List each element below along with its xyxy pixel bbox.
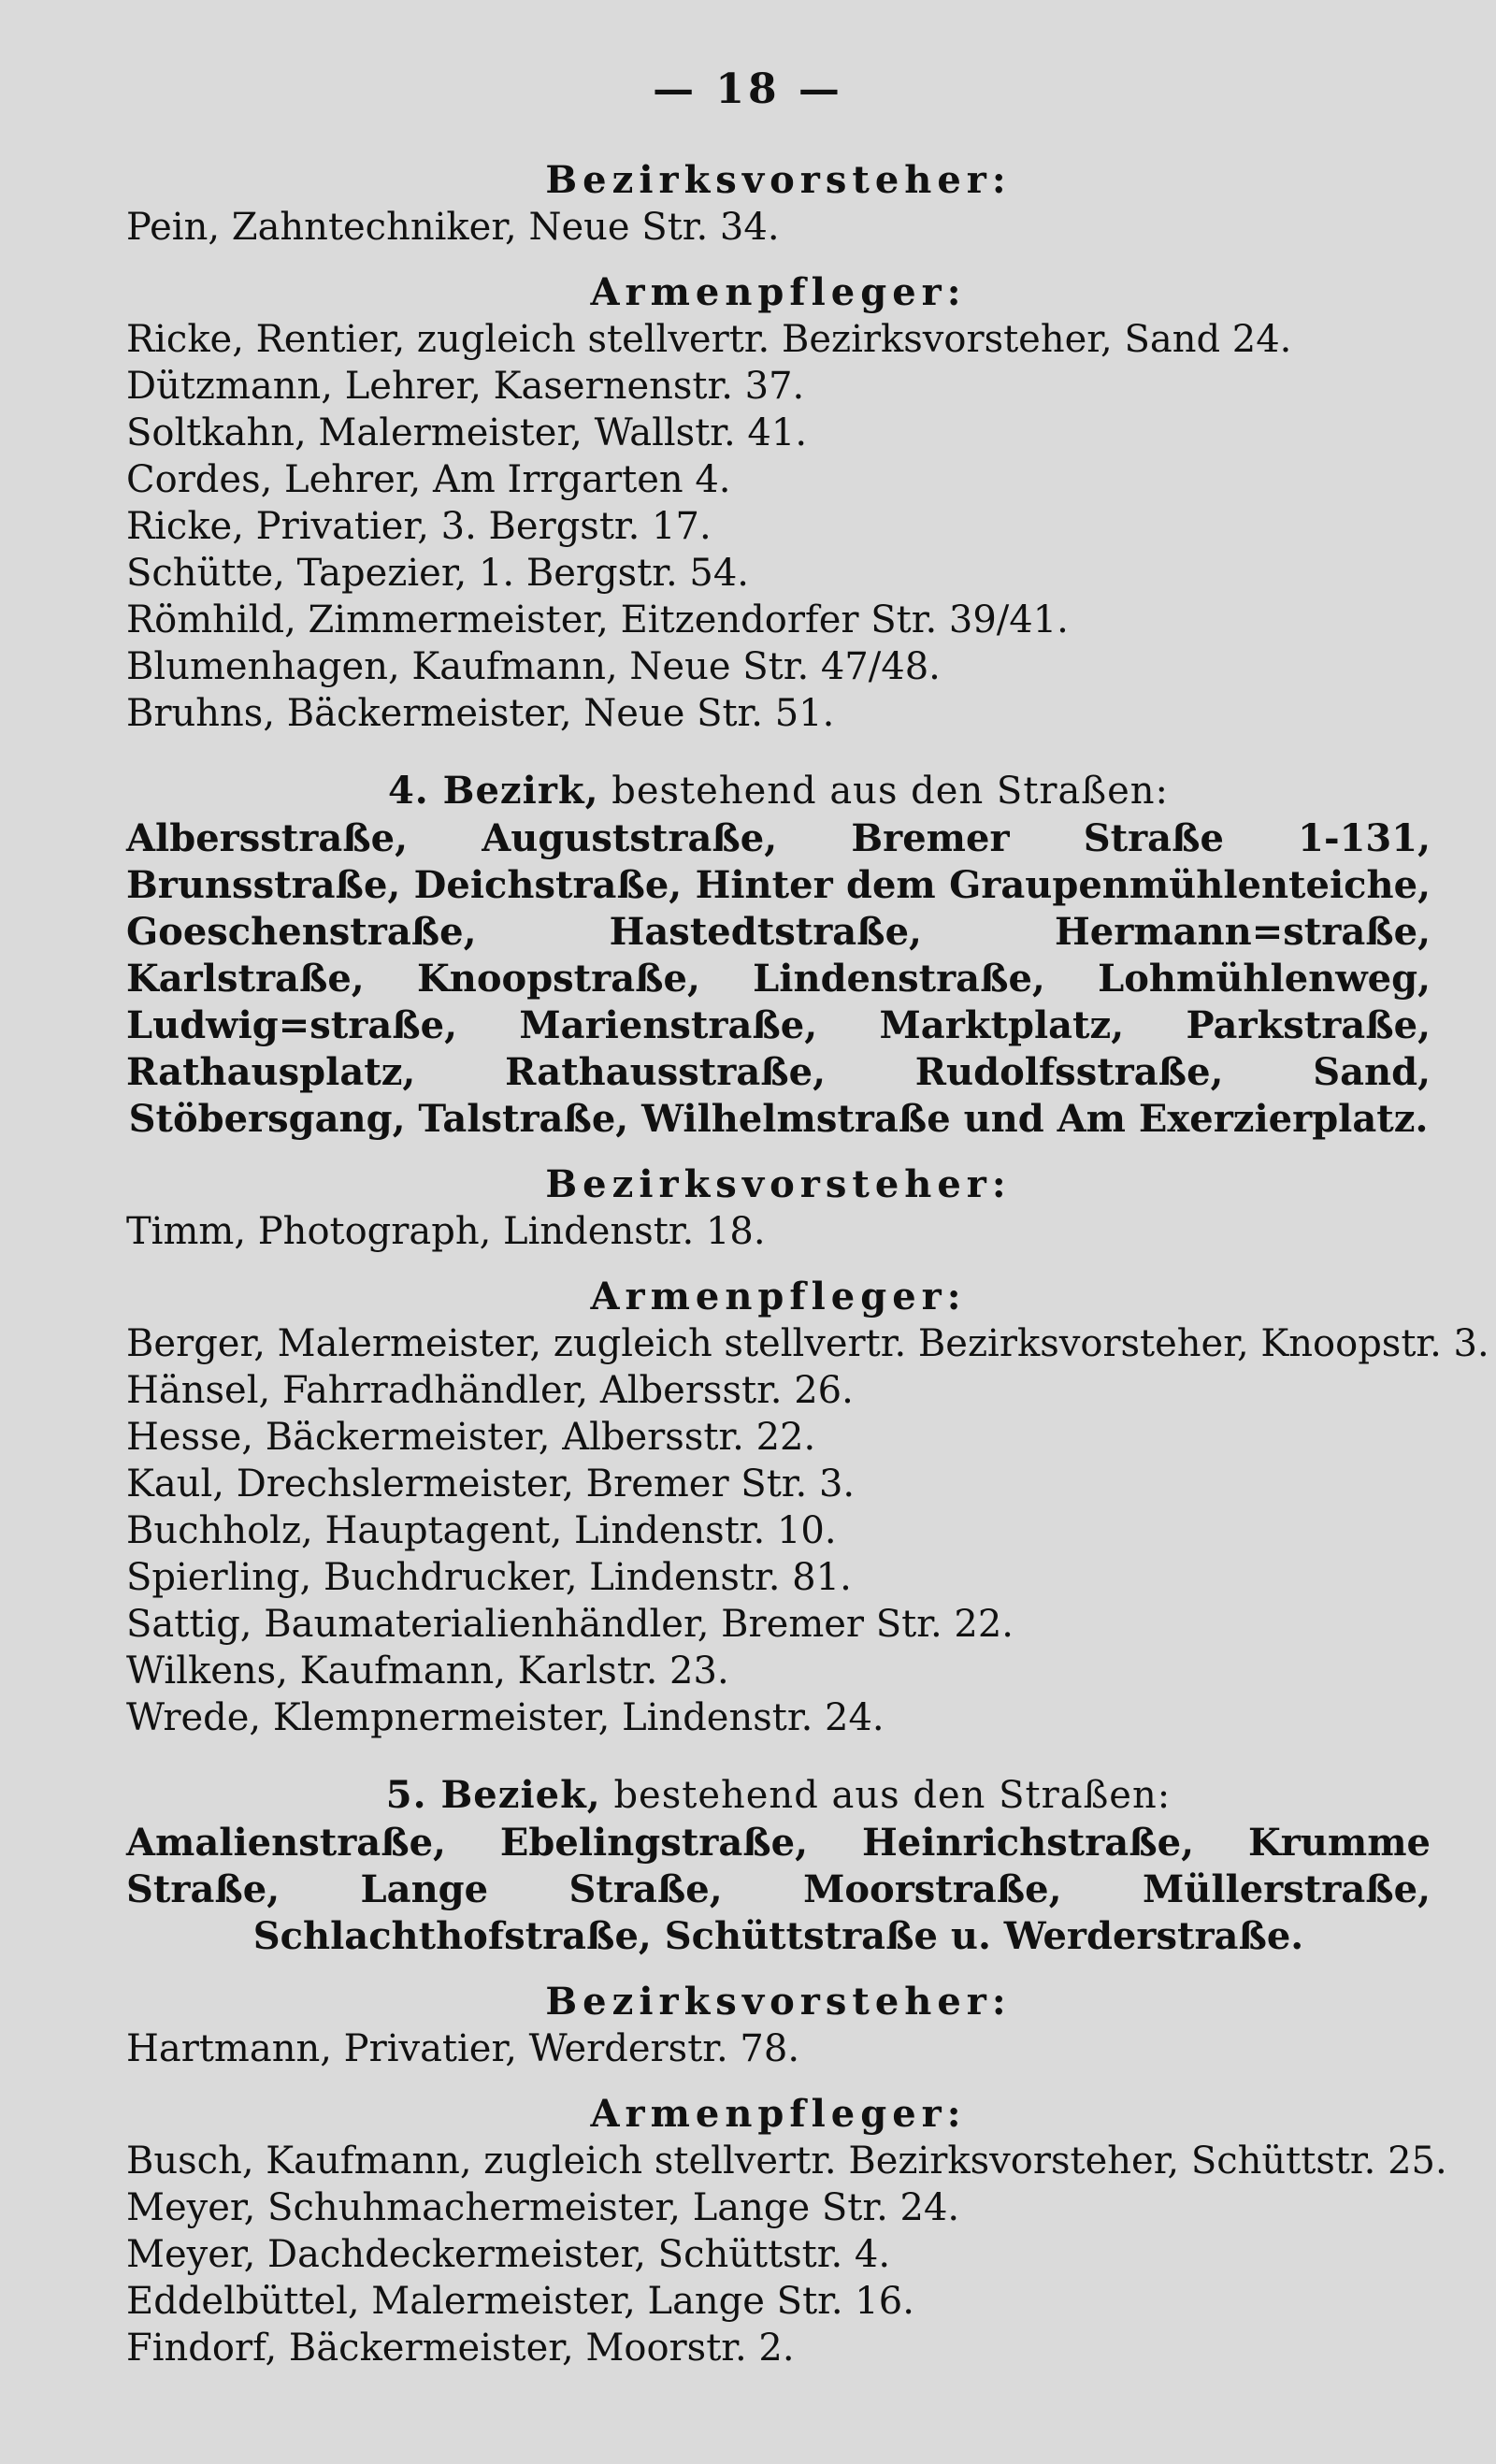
vorsteher-heading-5: Bezirksvorsteher: xyxy=(545,1980,1012,2024)
vorsteher-heading-4: Bezirksvorsteher: xyxy=(545,1162,1012,1206)
list-item: Römhild, Zimmermeister, Eitzendorfer Str. 39/41. xyxy=(126,598,1069,641)
district-heading-5 xyxy=(126,1771,1431,1820)
armenpfleger-heading-5: Armenpfleger: xyxy=(590,2092,967,2136)
district-number-4: 4. Bezirk, xyxy=(387,769,599,813)
list-item: Spierling, Buchdrucker, Lindenstr. 81. xyxy=(126,1556,852,1599)
district-number-5: 5. Beziek, xyxy=(385,1773,601,1817)
armenpfleger-list-5 xyxy=(126,2138,1447,2371)
list-item: Blumenhagen, Kaufmann, Neue Str. 47/48. xyxy=(126,645,941,688)
armenpfleger-list-4 xyxy=(126,1320,1489,1741)
list-item: Hänsel, Fahrradhändler, Albersstr. 26. xyxy=(126,1369,854,1412)
list-item: Wilkens, Kaufmann, Karlstr. 23. xyxy=(126,1650,729,1693)
armenpfleger-heading-3: Armenpfleger: xyxy=(590,270,967,314)
list-item: Findorf, Bäckermeister, Moorstr. 2. xyxy=(126,2327,795,2370)
vorsteher-entry-3: Pein, Zahntechniker, Neue Str. 34. xyxy=(126,206,780,249)
list-item: Eddelbüttel, Malermeister, Lange Str. 16. xyxy=(126,2280,914,2323)
list-item: Buchholz, Hauptagent, Lindenstr. 10. xyxy=(126,1509,837,1552)
list-item: Bruhns, Bäckermeister, Neue Str. 51. xyxy=(126,692,835,735)
vorsteher-heading-3: Bezirksvorsteher: xyxy=(545,158,1012,202)
district-heading-text-4: bestehend aus den Straßen: xyxy=(598,770,1170,813)
district-heading-text-5: bestehend aus den Straßen: xyxy=(600,1774,1172,1817)
district-heading-4 xyxy=(126,767,1431,815)
street-list-4: Albersstraße, Auguststraße, Bremer Straße 1-131, Brunsstraße, Deichstraße, Hinter dem Graupenmühlenteiche, Goeschenstraße, Hastedtstraße, Hermann=straße, Karlstraße, Knoopstraße, Lindenstraße, Lohmühlenweg, Ludwig=straße, Marienstraße, Marktplatz, Parkstraße, Rathausplatz, Rathausstraße, Rudolfsstraße, Sand, Stöbersgang, Talstraße, Wilhelmstraße und Am Exerzierplatz. xyxy=(126,816,1431,1141)
page-content xyxy=(126,157,1489,2371)
list-item: Ricke, Privatier, 3. Bergstr. 17. xyxy=(126,505,712,548)
armenpfleger-heading-4: Armenpfleger: xyxy=(590,1275,967,1318)
list-item: Hesse, Bäckermeister, Albersstr. 22. xyxy=(126,1416,816,1459)
list-item: Sattig, Baumaterialienhändler, Bremer Str. 22. xyxy=(126,1603,1014,1646)
list-item: Busch, Kaufmann, zugleich stellvertr. Bezirksvorsteher, Schüttstr. 25. xyxy=(126,2140,1447,2183)
list-item: Dützmann, Lehrer, Kasernenstr. 37. xyxy=(126,365,805,408)
list-item: Kaul, Drechslermeister, Bremer Str. 3. xyxy=(126,1463,856,1506)
list-item: Schütte, Tapezier, 1. Bergstr. 54. xyxy=(126,552,750,595)
list-item: Meyer, Dachdeckermeister, Schüttstr. 4. xyxy=(126,2233,891,2276)
list-item: Berger, Malermeister, zugleich stellvertr. Bezirksvorsteher, Knoopstr. 3. xyxy=(126,1322,1489,1365)
street-list-5: Amalienstraße, Ebelingstraße, Heinrichstraße, Krumme Straße, Lange Straße, Moorstraße, Müllerstraße, Schlachthofstraße, Schüttstraße u. Werderstraße. xyxy=(126,1821,1431,1958)
list-item: Meyer, Schuhmachermeister, Lange Str. 24. xyxy=(126,2186,960,2229)
armenpfleger-list-3 xyxy=(126,316,1431,737)
vorsteher-entry-4: Timm, Photograph, Lindenstr. 18. xyxy=(126,1210,766,1253)
list-item: Wrede, Klempnermeister, Lindenstr. 24. xyxy=(126,1696,885,1739)
list-item: Cordes, Lehrer, Am Irrgarten 4. xyxy=(126,458,731,501)
list-item: Ricke, Rentier, zugleich stellvertr. Bezirksvorsteher, Sand 24. xyxy=(126,318,1292,361)
list-item: Soltkahn, Malermeister, Wallstr. 41. xyxy=(126,411,808,454)
vorsteher-entry-5: Hartmann, Privatier, Werderstr. 78. xyxy=(126,2027,800,2070)
page-number: — 18 — xyxy=(653,65,843,113)
